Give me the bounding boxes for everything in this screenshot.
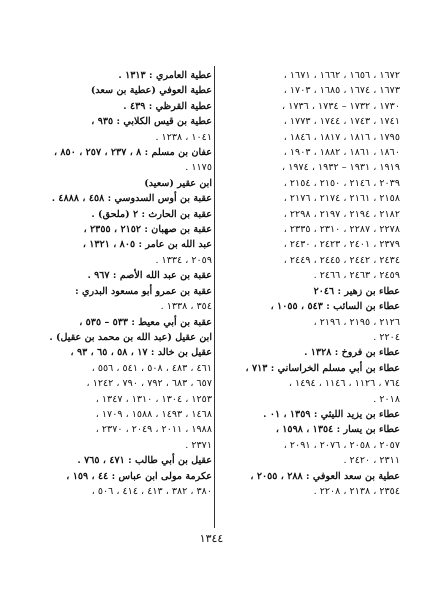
index-continuation-line: ٤٦١ ، ٤٨٣ ، ٥٠٨ ، ٥٤١ ، ٥٥٦ ، <box>91 362 212 374</box>
index-continuation-line: ١٠٤١ ، ١٢٣٨ . <box>155 131 212 143</box>
index-entry-line: عطاء بن السائب : ٥٤٣ ، ١٠٥٥ ، <box>270 301 400 313</box>
index-continuation-line: ٢٤٥٩ ، ٢٤٦٣ ، ٢٤٦٦ . <box>313 270 400 282</box>
index-continuation-line: ٢٣١١ ، ٢٤٢٠ . <box>343 455 400 467</box>
index-continuation-line: ٢٣٥٤ ، ٢١٣٨ ، ٢٢٠٨ . <box>313 485 400 497</box>
index-continuation-line: ١٨٦٠ ، ١٨٦١ ، ١٨٨٢ ، ١٩٠٣ ، <box>283 147 400 159</box>
index-continuation-line: ٢٣٧٩ ، ٢٤٠١ ، ٢٤٢٣ ، ٢٤٣٠ ، <box>283 239 400 251</box>
index-entry-line: ابن عقير (سعيد) <box>144 177 212 189</box>
index-continuation-line: ٣٥٤ ، ١٣٣٨ . <box>160 301 212 313</box>
index-entry-line: عكرمة مولى ابن عباس : ٤٤ ، ١٥٩ ، <box>66 470 212 482</box>
index-entry-line: عطاء بن يزيد الليثي : ١٣٥٩ ، ٠١ . <box>263 408 400 420</box>
index-continuation-line: ٦٥٧ ، ٦٨٣ ، ٧٩٢ ، ٧٩٠ ، ١٢٤٢ ، <box>86 378 212 390</box>
index-continuation-line: ١٤٦٨ ، ١٤٩٣ ، ١٥٨٨ ، ١٧٠٩ ، <box>95 408 212 420</box>
index-continuation-line: ١٩١٩ ، ١٩٣١ – ١٩٣٢ ، ١٩٧٤ ، <box>282 162 400 174</box>
index-continuation-line: ١٧٤١ ، ١٧٤٣ ، ١٧٤٤ ، ١٧٧٣ ، <box>283 116 400 128</box>
index-continuation-line: ٣٨٠ ، ٣٨٢ ، ٤١٣ ، ٤١٤ ، ٥٠٦ ، <box>91 485 212 497</box>
page-number: ١٣٤٤ <box>199 532 224 545</box>
index-entry-line: عقبة بن الحارث : ٢ (ملحق) . <box>91 208 212 220</box>
index-continuation-line: ٢٠٣٩ ، ٢١٤٦ ، ٢١٥٠ ، ٢١٥٤ ، <box>283 177 400 189</box>
index-continuation-line: ٢٢٠٤ . <box>373 331 400 343</box>
index-entry-line: ابن عقيل (عبد الله بن محمد بن عقيل) . <box>49 331 212 343</box>
index-continuation-line: ٢١٢٦ ، ٢١٩٥ ، ٢١٩٦ ، <box>313 316 400 328</box>
index-entry-line: عطية بن قيس الكلابي : ٩٣٥ ، <box>91 116 212 128</box>
index-entry-line: عقبة بن صهبان : ٢١٥٢ ، ٢٣٥٥ ، <box>83 224 212 236</box>
index-continuation-line: ١٦٧٢ ، ١٦٥٦ ، ١٦٦٢ ، ١٦٧١ ، <box>283 70 400 81</box>
index-continuation-line: ١٩٨٨ ، ٢٠١١ ، ٢٠٤٩ ، ٢٣٧٠ ، <box>95 424 212 436</box>
index-entry-line: عطية العامري : ١٣١٣ . <box>118 70 212 81</box>
index-continuation-line: ١٦٧٣ ، ١٦٧٤ ، ١٦٨٥ ، ١٧٠٣ ، <box>283 85 400 97</box>
index-entry-line: عقبة بن عمرو أبو مسعود البدري : <box>75 285 212 297</box>
index-entry-line: عطاء بن زهير : ٢٠٤٦ <box>313 285 400 297</box>
index-continuation-line: ٢١٥٨ ، ٢١٦١ ، ٢١٧٤ ، ٢١٧٦ ، <box>283 193 400 205</box>
index-continuation-line: ١١٧٥ . <box>185 162 212 174</box>
index-continuation-line: ٢١٨٢ ، ٢١٩٤ ، ٢١٩٧ ، ٢٢٩٨ ، <box>283 208 400 220</box>
index-entry-line: عبد الله بن عامر : ٨٠٥ ، ١٣٢١ ، <box>82 239 212 251</box>
column-divider <box>214 66 215 528</box>
index-continuation-line: ٢٠٥٩ ، ١٣٣٤ . <box>155 254 212 266</box>
index-entry-line: عقبة بن أوس السدوسي : ٤٥٨ ، ٤٨٨٨ . <box>51 193 212 205</box>
index-entry-line: عقبة بن أبي معيط : ٥٣٣ – ٥٣٥ ، <box>79 316 212 328</box>
index-column-left <box>30 68 212 499</box>
index-column-right <box>218 68 400 499</box>
index-continuation-line: ٢٤٣٤ ، ٢٤٤٢ ، ٢٤٤٥ ، ٢٤٤٩ ، <box>283 254 400 266</box>
index-continuation-line: ٧٦٤ ، ١١٢٦ ، ١١٤٦ ، ١٤٩٤ ، <box>288 378 400 390</box>
index-continuation-line: ١٧٣٠ ، ١٧٣٢ – ١٧٣٤ ، ١٧٣٦ ، <box>282 100 400 112</box>
index-entry-line: عطية العوفي (عطية بن سعد) <box>90 85 212 97</box>
index-entry-line: عطية القرظي : ٤٣٩ . <box>123 100 212 112</box>
index-continuation-line: ٢٠١٨ . <box>373 393 400 405</box>
index-continuation-line: ٢٣٧١ . <box>185 439 212 451</box>
index-entry-line: عفان بن مسلم : ٨ ، ٢٣٧ ، ٢٥٧ ، ٨٥٠ ، <box>53 147 212 159</box>
index-entry-line: عقيل بن أبي طالب : ٤٧١ ، ٧٦٥ . <box>77 455 212 467</box>
index-continuation-line: ٢٠٥٧ ، ٢٠٥٨ ، ٢٠٧٦ ، ٢٠٩١ ، <box>283 439 400 451</box>
index-entry-line: عطاء بن يسار : ١٣٥٤ ، ١٥٩٨ ، <box>275 424 400 436</box>
index-entry-line: عطية بن سعد العوفي : ٢٨٨ ، ٢٠٥٥ ، <box>250 470 400 482</box>
index-continuation-line: ١٢٥٣ ، ١٣٠٤ ، ١٣١٠ ، ١٣٤٧ ، <box>95 393 212 405</box>
index-entry-line: عطاء بن فروخ : ١٣٢٨ . <box>304 347 400 359</box>
index-continuation-line: ٢٢٧٨ ، ٢٢٨٧ ، ٢٣١٠ ، ٢٣٣٥ ، <box>283 224 400 236</box>
index-entry-line: عقيل بن خالد : ١٧ ، ٥٨ ، ٦٥ ، ٩٣ ، <box>70 347 212 359</box>
index-continuation-line: ١٧٩٥ ، ١٨١٦ ، ١٨١٧ ، ١٨٤٦ ، <box>283 131 400 143</box>
index-entry-line: عقبة بن عبد الله الأصم : ٩٦٧ . <box>87 270 212 282</box>
index-entry-line: عطاء بن أبي مسلم الخراساني : ٧١٣ ، <box>245 362 400 374</box>
